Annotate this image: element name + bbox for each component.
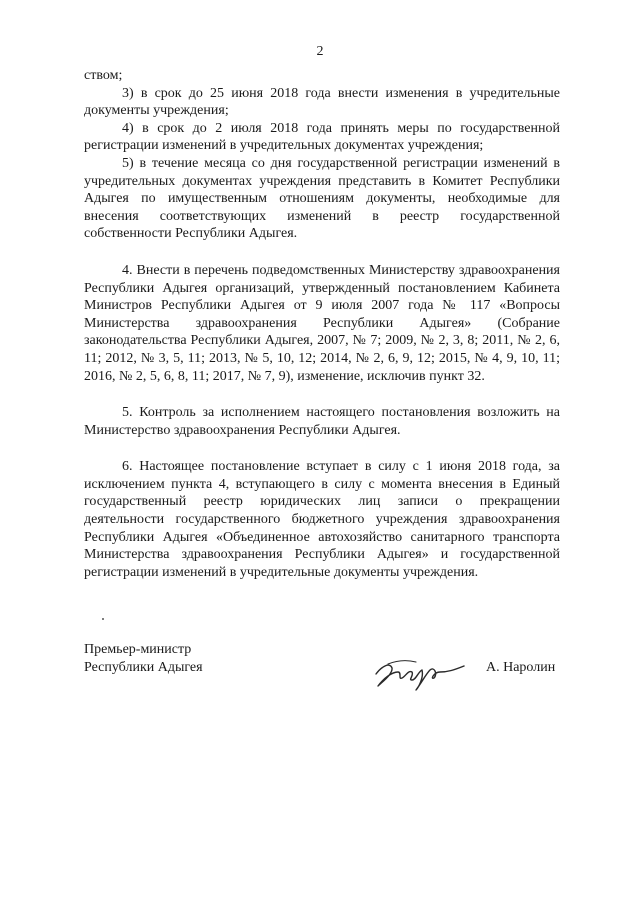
paragraph-section-6: 6. Настоящее постановление вступает в силу с 1 июня 2018 года, за исключением пункта 4, вступающего в силу с момента внесения в Единый государственный реестр юридических лиц записи о прекращении деятельности государственного бюджетного учреждения здравоохранения Республики Адыгея «Объединенное автохозяйство санитарного транспорта Министерства здравоохранения Республики Адыгея» и государственной регистрации изменений в учредительные документы учреждения.	[84, 459, 560, 580]
document-body	[84, 67, 560, 581]
paragraph-item-4: 4) в срок до 2 июля 2018 года принять меры по государственной регистрации изменений в учредительных документах учреждения;	[84, 120, 560, 154]
signatory-name: А. Наролин	[486, 660, 556, 675]
paragraph-continuation: ством;	[84, 68, 123, 83]
page-number: 2	[316, 44, 324, 59]
signatory-position	[84, 641, 203, 677]
paragraph-section-5: 5. Контроль за исполнением настоящего постановления возложить на Министерство здравоохранения Республики Адыгея.	[84, 405, 560, 438]
signatory-position-line1: Премьер-министр	[84, 642, 192, 657]
handwritten-signature	[368, 648, 468, 692]
stray-dot	[102, 618, 104, 620]
paragraph-item-5: 5) в течение месяца со дня государственной регистрации изменений в учредительных документах учреждения представить в Комитет Республики Адыгея по имущественным отношениям документы, необходимые для внесения соответствующих изменений в реестр государственной собственности Республики Адыгея.	[84, 155, 560, 242]
paragraph-section-4: 4. Внести в перечень подведомственных Министерству здравоохранения Республики Адыгея организаций, утвержденный постановлением Кабинета Министров Республики Адыгея от 9 июля 2007 года № 117 «Вопросы Министерства здравоохранения Республики Адыгея» (Собрание законодательства Республики Адыгея, 2007, № 7; 2009, № 2, 3, 8; 2011, № 2, 6, 11; 2012, № 3, 5, 11; 2013, № 5, 10, 12; 2014, № 2, 6, 9, 12; 2015, № 4, 9, 10, 11; 2016, № 2, 5, 6, 8, 11; 2017, № 7, 9), изменение, исключив пункт 32.	[84, 262, 560, 384]
paragraph-item-3: 3) в срок до 25 июня 2018 года внести изменения в учредительные документы учреждения;	[84, 85, 560, 119]
signatory-position-line2: Республики Адыгея	[84, 660, 203, 675]
